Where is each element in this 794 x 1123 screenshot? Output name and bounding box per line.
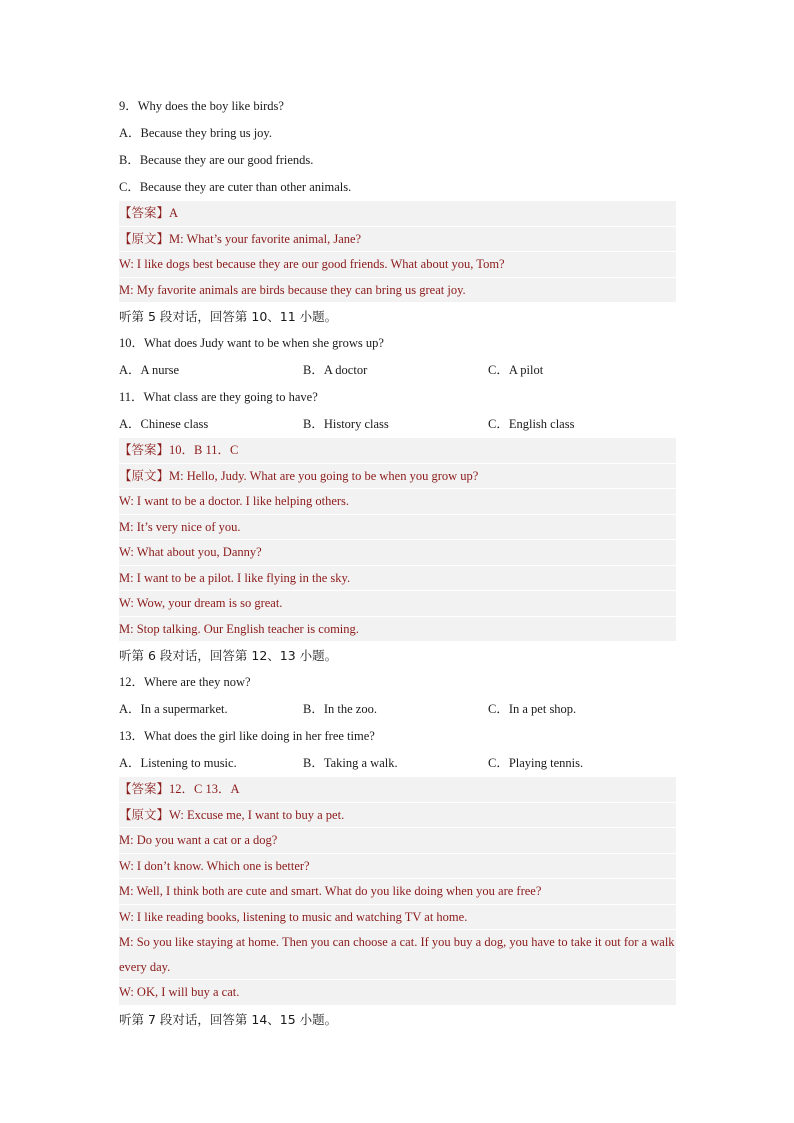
section-5-instruction: 听第 5 段对话，回答第 10、11 小题。: [119, 309, 338, 324]
question-12-stem: 12．Where are they now?: [119, 675, 251, 689]
answer-block-3: [119, 777, 676, 1006]
question-12-option-b: B．In the zoo.: [303, 702, 377, 716]
question-11-option-c: C．English class: [488, 417, 575, 431]
question-9-option-c: C．Because they are cuter than other animals.: [119, 180, 352, 194]
question-12-option-c: C．In a pet shop.: [488, 702, 577, 716]
section-7-instruction: 听第 7 段对话，回答第 14、15 小题。: [119, 1011, 338, 1027]
transcript-line: M: I want to be a pilot. I like flying in the sky.: [119, 566, 676, 592]
answer-line: 【答案】12．C 13．A: [119, 777, 676, 803]
question-9-option-b: B．Because they are our good friends.: [119, 153, 314, 167]
document-content: [119, 93, 676, 1033]
transcript-line: M: Stop talking. Our English teacher is coming.: [119, 617, 676, 643]
question-13-option-a: A．Listening to music.: [119, 756, 237, 770]
transcript-line: M: Well, I think both are cute and smart. What do you like doing when you are free?: [119, 879, 676, 905]
answer-block-2: [119, 438, 676, 642]
question-13-options: [119, 750, 676, 777]
transcript-line: W: I like dogs best because they are our good friends. What about you, Tom?: [119, 252, 676, 278]
transcript-label: 【原文】: [119, 231, 170, 246]
transcript-label: 【原文】: [119, 807, 170, 822]
question-13-stem: 13．What does the girl like doing in her free time?: [119, 729, 375, 743]
transcript-line: M: Do you want a cat or a dog?: [119, 828, 676, 854]
question-11-option-b: B．History class: [303, 417, 389, 431]
transcript-line: [119, 227, 676, 253]
transcript-line: W: What about you, Danny?: [119, 540, 676, 566]
answer-block-1: [119, 201, 676, 303]
question-10-option-a: A．A nurse: [119, 363, 180, 377]
transcript-line: W: Wow, your dream is so great.: [119, 591, 676, 617]
question-9-option-a: A．Because they bring us joy.: [119, 126, 272, 140]
question-10-options: [119, 357, 676, 384]
question-12-option-a: A．In a supermarket.: [119, 702, 228, 716]
transcript-line: M: My favorite animals are birds because they can bring us great joy.: [119, 278, 676, 304]
transcript-line: W: I don’t know. Which one is better?: [119, 854, 676, 880]
question-12-options: [119, 696, 676, 723]
question-10-stem: 10．What does Judy want to be when she grows up?: [119, 336, 384, 350]
transcript-text: M: Hello, Judy. What are you going to be when you grow up?: [169, 468, 479, 483]
transcript-text: W: Excuse me, I want to buy a pet.: [169, 807, 345, 822]
question-11-options: [119, 411, 676, 438]
transcript-line: W: OK, I will buy a cat.: [119, 980, 676, 1006]
transcript-text: M: What’s your favorite animal, Jane?: [169, 231, 362, 246]
answer-line: 【答案】10．B 11．C: [119, 438, 676, 464]
question-13-option-c: C．Playing tennis.: [488, 756, 584, 770]
question-13-option-b: B．Taking a walk.: [303, 756, 398, 770]
question-10-option-b: B．A doctor: [303, 363, 368, 377]
question-11-stem: 11．What class are they going to have?: [119, 390, 318, 404]
transcript-line: W: I like reading books, listening to music and watching TV at home.: [119, 905, 676, 931]
answer-line: 【答案】A: [119, 201, 676, 227]
question-10-option-c: C．A pilot: [488, 363, 544, 377]
transcript-line: W: I want to be a doctor. I like helping others.: [119, 489, 676, 515]
transcript-label: 【原文】: [119, 468, 170, 483]
question-11-option-a: A．Chinese class: [119, 417, 209, 431]
question-9-stem: 9．Why does the boy like birds?: [119, 99, 284, 113]
transcript-line: M: So you like staying at home. Then you can choose a cat. If you buy a dog, you have to take it out for a walk every day.: [119, 930, 676, 980]
transcript-line: [119, 803, 676, 829]
transcript-line: [119, 464, 676, 490]
transcript-line: M: It’s very nice of you.: [119, 515, 676, 541]
section-6-instruction: 听第 6 段对话，回答第 12、13 小题。: [119, 648, 338, 663]
